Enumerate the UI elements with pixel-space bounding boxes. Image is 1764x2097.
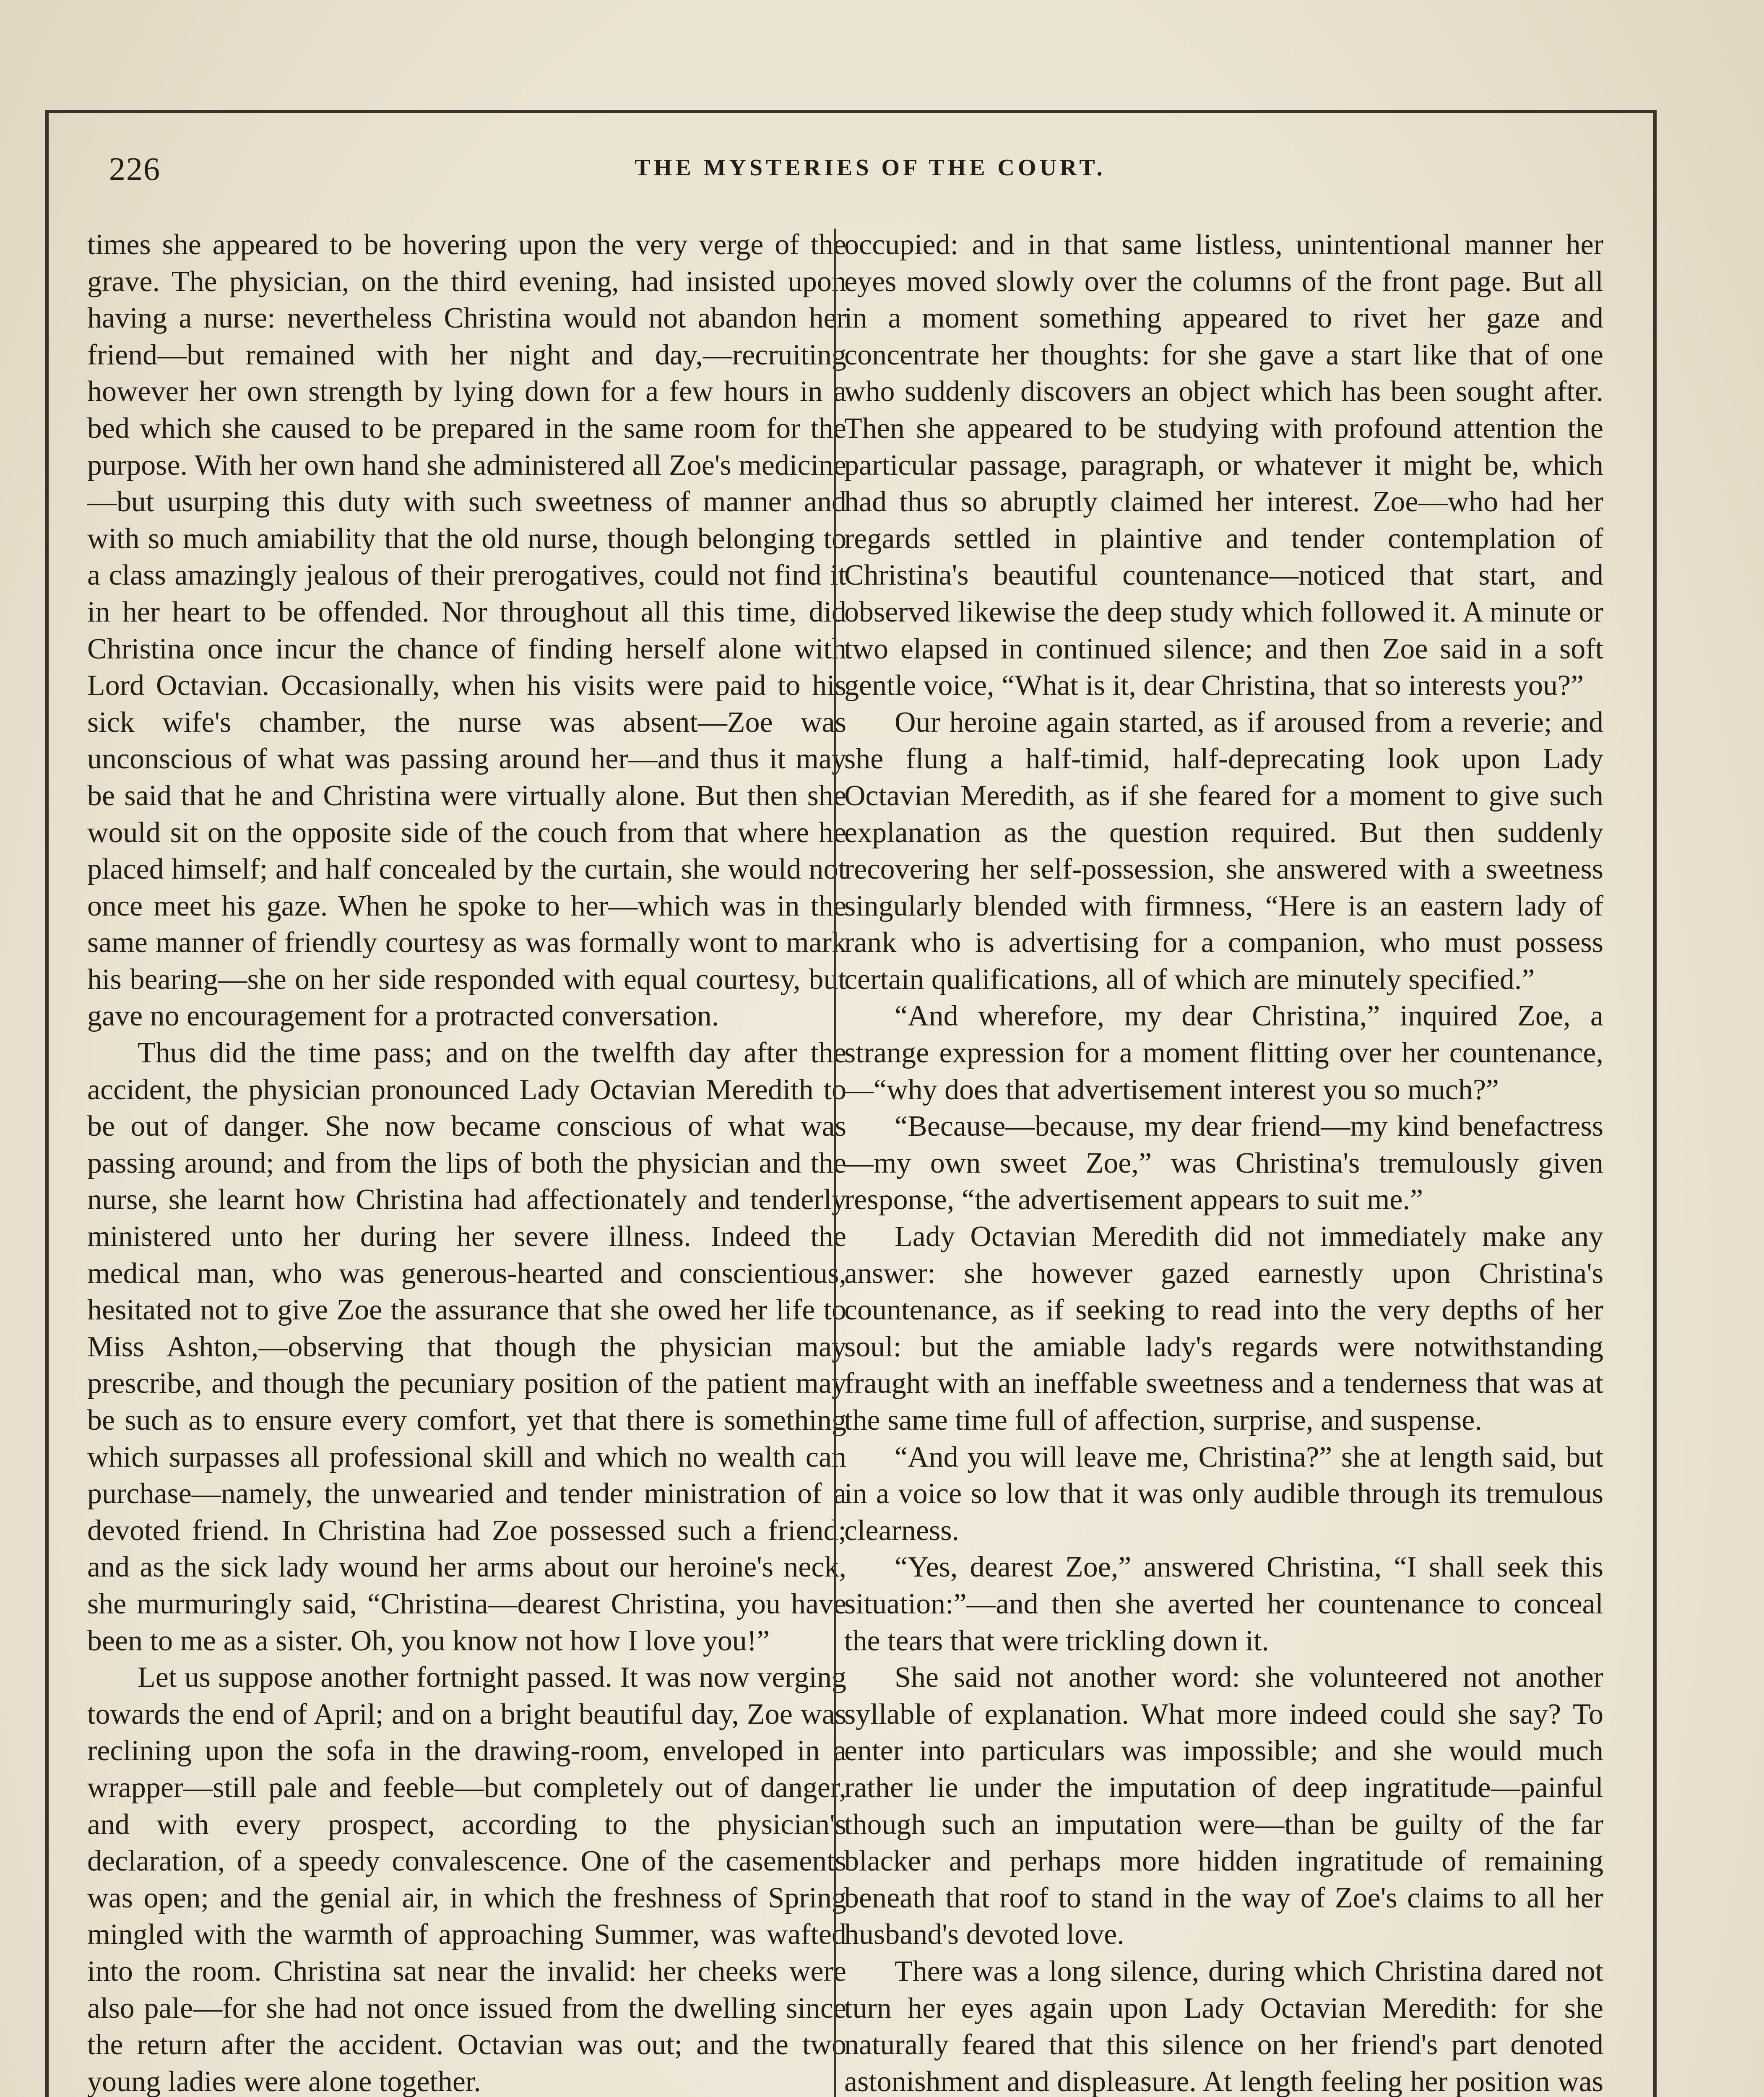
paragraph: “And wherefore, my dear Christina,” inquired Zoe, a strange expression for a moment flitting over her countenance,—“why does that advertisement interest you so much?” (844, 1000, 1603, 1106)
paragraph: There was a long silence, during which Christina dared not turn her eyes again upon Lady Octavian Meredith: for she naturally feared that this silence on her friend's part denoted astonishment and displeasure. At length feeling her position was (844, 1955, 1603, 2097)
paragraph: Our heroine again started, as if aroused from a reverie; and she flung a half-timid, half-deprecating look upon Lady Octavian Meredith, as if she feared for a moment to give such explanation as the question required. But then suddenly recovering her self-possession, she answered with a sweetness singularly blended with firmness, “Here is an eastern lady of rank who is advertising for a companion, who must possess certain qualifications, all of which are minutely specified.” (844, 706, 1603, 996)
paragraph: occupied: and in that same listless, unintentional manner her eyes moved slowly over the columns of the front page. But all in a moment something appeared to rivet her gaze and concentrate her thoughts: for she gave a start like that of one who suddenly discovers an object which has been sought after. Then she appeared to be studying with profound attention the particular passage, paragraph, or whatever it might be, which had thus so abruptly claimed her interest. Zoe—who had her regards settled in plaintive and tender contemplation of Christina's beautiful countenance—noticed that start, and observed likewise the deep study which followed it. A minute or two elapsed in continued silence; and then Zoe said in a soft gentle voice, “What is it, dear Christina, that so interests you?” (844, 229, 1603, 702)
text-column-right (844, 226, 1603, 2097)
paragraph: Lady Octavian Meredith did not immediately make any answer: she however gazed earnestly upon Christina's countenance, as if seeking to read into the very depths of her soul: but the amiable lady's regards were notwithstanding fraught with an ineffable sweetness and a tenderness that was at the same time full of affection, surprise, and suspense. (844, 1220, 1603, 1436)
text-column-left (87, 226, 846, 2097)
page-number: 226 (109, 151, 161, 187)
paragraph: “And you will leave me, Christina?” she at length said, but in a voice so low that it was only audible through its tremulous clearness. (844, 1441, 1603, 1547)
paragraph: “Yes, dearest Zoe,” answered Christina, “I shall seek this situation:”—and then she averted her countenance to conceal the tears that were trickling down it. (844, 1551, 1603, 1657)
running-title: THE MYSTERIES OF THE COURT. (635, 155, 1106, 181)
paragraph: Thus did the time pass; and on the twelfth day after the accident, the physician pronounced Lady Octavian Meredith to be out of danger. She now became conscious of what was passing around; and from the lips of both the physician and the nurse, she learnt how Christina had affectionately and tenderly ministered unto her during her severe illness. Indeed the medical man, who was generous-hearted and conscientious, hesitated not to give Zoe the assurance that she owed her life to Miss Ashton,—observing that though the physician may prescribe, and though the pecuniary position of the patient may be such as to ensure every comfort, yet that there is something which surpasses all professional skill and which no wealth can purchase—namely, the unwearied and tender ministration of a devoted friend. In Christina had Zoe possessed such a friend; and as the sick lady wound her arms about our heroine's neck, she murmuringly said, “Christina—dearest Christina, you have been to me as a sister. Oh, you know not how I love you!” (87, 1037, 846, 1657)
column-divider (834, 229, 836, 2097)
paragraph: “Because—because, my dear friend—my kind benefactress—my own sweet Zoe,” was Christina's tremulously given response, “the advertisement appears to suit me.” (844, 1110, 1603, 1216)
paragraph: Let us suppose another fortnight passed. It was now verging towards the end of April; and on a bright beautiful day, Zoe was reclining upon the sofa in the drawing-room, enveloped in a wrapper—still pale and feeble—but completely out of danger, and with every prospect, according to the physician's declaration, of a speedy convalescence. One of the casements was open; and the genial air, in which the freshness of Spring mingled with the warmth of approaching Summer, was wafted into the room. Christina sat near the invalid: her cheeks were also pale—for she had not once issued from the dwelling since the return after the accident. Octavian was out; and the two young ladies were alone together. (87, 1661, 846, 2097)
paragraph: She said not another word: she volunteered not another syllable of explanation. What more indeed could she say? To enter into particulars was impossible; and she would much rather lie under the imputation of deep ingratitude—painful though such an imputation were—than be guilty of the far blacker and perhaps more hidden ingratitude of remaining beneath that roof to stand in the way of Zoe's claims to all her husband's devoted love. (844, 1661, 1603, 1951)
paragraph: times she appeared to be hovering upon the very verge of the grave. The physician, on the third evening, had insisted upon having a nurse: nevertheless Christina would not abandon her friend—but remained with her night and day,—recruiting however her own strength by lying down for a few hours in a bed which she caused to be prepared in the same room for the purpose. With her own hand she administered all Zoe's medicine—but usurping this duty with such sweetness of manner and with so much amiability that the old nurse, though belonging to a class amazingly jealous of their prerogatives, could not find it in her heart to be offended. Nor throughout all this time, did Christina once incur the chance of finding herself alone with Lord Octavian. Occasionally, when his visits were paid to his sick wife's chamber, the nurse was absent—Zoe was unconscious of what was passing around her—and thus it may be said that he and Christina were virtually alone. But then she would sit on the opposite side of the couch from that where he placed himself; and half concealed by the curtain, she would not once meet his gaze. When he spoke to her—which was in the same manner of friendly courtesy as was formally wont to mark his bearing—she on her side responded with equal courtesy, but gave no encouragement for a protracted conversation. (87, 229, 846, 1033)
